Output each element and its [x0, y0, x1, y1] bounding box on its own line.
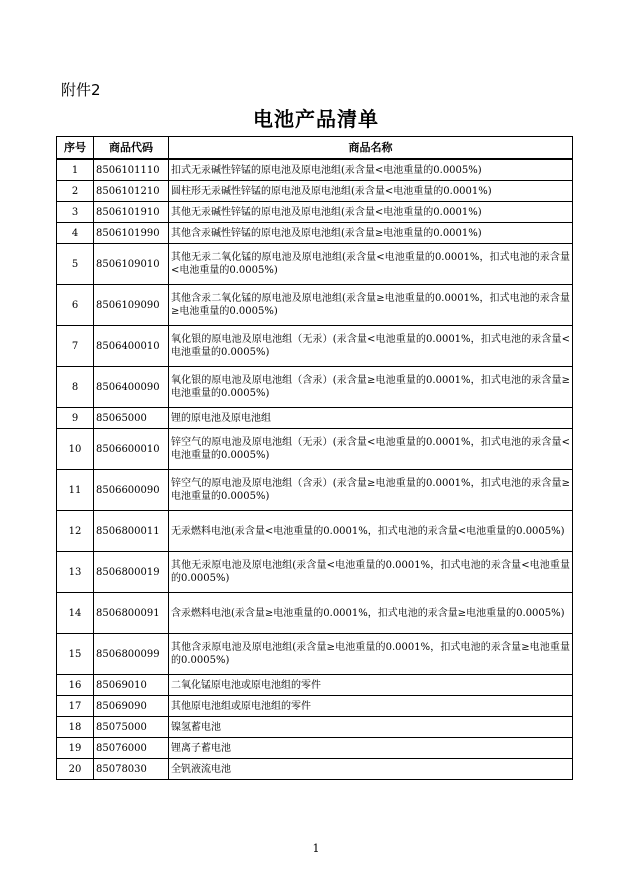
row-code-cell: 8506109010: [94, 244, 169, 285]
row-code-cell: 8506800011: [94, 511, 169, 552]
row-code-cell: 8506800099: [94, 634, 169, 675]
table-row: [57, 408, 573, 429]
header-name: 商品名称: [169, 137, 573, 160]
row-code-cell: 85069090: [94, 696, 169, 717]
table-row: [57, 159, 573, 181]
row-name-cell: 其他原电池组或原电池组的零件: [169, 696, 573, 717]
table-row: [57, 717, 573, 738]
row-name-cell: 锂离子蓄电池: [169, 738, 573, 759]
row-code-cell: 85076000: [94, 738, 169, 759]
table-row: [57, 593, 573, 634]
row-name-cell: 二氧化锰原电池或原电池组的零件: [169, 675, 573, 696]
row-number-cell: 4: [57, 223, 94, 244]
row-code-cell: 8506101110: [94, 159, 169, 181]
row-name-cell: 其他无汞原电池及原电池组(汞含量<电池重量的0.0001%，扣式电池的汞含量<电池重量的0.0005%): [169, 552, 573, 593]
row-number-cell: 13: [57, 552, 94, 593]
table-row: [57, 202, 573, 223]
table-row: [57, 429, 573, 470]
table-row: [57, 326, 573, 367]
row-name-cell: 其他无汞二氧化锰的原电池及原电池组(汞含量<电池重量的0.0001%，扣式电池的汞含量<电池重量的0.0005%): [169, 244, 573, 285]
row-number-cell: 7: [57, 326, 94, 367]
row-code-cell: 8506109090: [94, 285, 169, 326]
row-code-cell: 8506101990: [94, 223, 169, 244]
row-code-cell: 8506800019: [94, 552, 169, 593]
row-number-cell: 17: [57, 696, 94, 717]
row-code-cell: 8506101210: [94, 181, 169, 202]
row-name-cell: 其他含汞二氧化锰的原电池及原电池组(汞含量≥电池重量的0.0001%，扣式电池的汞含量≥电池重量的0.0005%): [169, 285, 573, 326]
row-number-cell: 3: [57, 202, 94, 223]
battery-product-table: [56, 136, 573, 780]
row-number-cell: 12: [57, 511, 94, 552]
table-row: [57, 675, 573, 696]
row-number-cell: 6: [57, 285, 94, 326]
table-row: [57, 738, 573, 759]
row-code-cell: 85078030: [94, 759, 169, 780]
row-number-cell: 11: [57, 470, 94, 511]
row-name-cell: 其他无汞碱性锌锰的原电池及原电池组(汞含量<电池重量的0.0001%): [169, 202, 573, 223]
row-name-cell: 含汞燃料电池(汞含量≥电池重量的0.0001%，扣式电池的汞含量≥电池重量的0.0005%): [169, 593, 573, 634]
table-row: [57, 285, 573, 326]
row-name-cell: 无汞燃料电池(汞含量<电池重量的0.0001%，扣式电池的汞含量<电池重量的0.0005%): [169, 511, 573, 552]
table-row: [57, 759, 573, 780]
table-row: [57, 552, 573, 593]
row-number-cell: 5: [57, 244, 94, 285]
row-number-cell: 20: [57, 759, 94, 780]
row-number-cell: 14: [57, 593, 94, 634]
table-row: [57, 244, 573, 285]
row-number-cell: 15: [57, 634, 94, 675]
page-number: 1: [312, 842, 320, 855]
row-name-cell: 氧化银的原电池及原电池组（无汞）(汞含量<电池重量的0.0001%，扣式电池的汞含量<电池重量的0.0005%): [169, 326, 573, 367]
row-number-cell: 16: [57, 675, 94, 696]
row-name-cell: 扣式无汞碱性锌锰的原电池及原电池组(汞含量<电池重量的0.0005%): [169, 159, 573, 181]
row-number-cell: 1: [57, 159, 94, 181]
row-name-cell: 锂的原电池及原电池组: [169, 408, 573, 429]
row-code-cell: 85065000: [94, 408, 169, 429]
table-row: [57, 181, 573, 202]
row-code-cell: 85075000: [94, 717, 169, 738]
row-name-cell: 其他含汞碱性锌锰的原电池及原电池组(汞含量≥电池重量的0.0001%): [169, 223, 573, 244]
row-code-cell: 8506101910: [94, 202, 169, 223]
table-row: [57, 634, 573, 675]
row-code-cell: 85069010: [94, 675, 169, 696]
table-header-row: [57, 137, 573, 160]
row-number-cell: 9: [57, 408, 94, 429]
row-name-cell: 圆柱形无汞碱性锌锰的原电池及原电池组(汞含量<电池重量的0.0001%): [169, 181, 573, 202]
row-number-cell: 18: [57, 717, 94, 738]
row-number-cell: 2: [57, 181, 94, 202]
row-number-cell: 10: [57, 429, 94, 470]
table-row: [57, 367, 573, 408]
header-code: 商品代码: [94, 137, 169, 160]
row-code-cell: 8506600090: [94, 470, 169, 511]
row-name-cell: 镍氢蓄电池: [169, 717, 573, 738]
row-code-cell: 8506600010: [94, 429, 169, 470]
table-row: [57, 470, 573, 511]
table-row: [57, 511, 573, 552]
row-name-cell: 其他含汞原电池及原电池组(汞含量≥电池重量的0.0001%，扣式电池的汞含量≥电池重量的0.0005%): [169, 634, 573, 675]
row-code-cell: 8506400010: [94, 326, 169, 367]
row-name-cell: 锌空气的原电池及原电池组（无汞）(汞含量<电池重量的0.0001%，扣式电池的汞含量<电池重量的0.0005%): [169, 429, 573, 470]
row-name-cell: 全钒液流电池: [169, 759, 573, 780]
row-code-cell: 8506400090: [94, 367, 169, 408]
row-name-cell: 锌空气的原电池及原电池组（含汞）(汞含量≥电池重量的0.0001%，扣式电池的汞含量≥电池重量的0.0005%): [169, 470, 573, 511]
row-code-cell: 8506800091: [94, 593, 169, 634]
table-row: [57, 223, 573, 244]
row-name-cell: 氧化银的原电池及原电池组（含汞）(汞含量≥电池重量的0.0001%，扣式电池的汞含量≥电池重量的0.0005%): [169, 367, 573, 408]
page-title: 电池产品清单: [253, 107, 379, 131]
row-number-cell: 19: [57, 738, 94, 759]
header-no: 序号: [57, 137, 94, 160]
attachment-label: 附件2: [61, 81, 101, 99]
table-row: [57, 696, 573, 717]
row-number-cell: 8: [57, 367, 94, 408]
